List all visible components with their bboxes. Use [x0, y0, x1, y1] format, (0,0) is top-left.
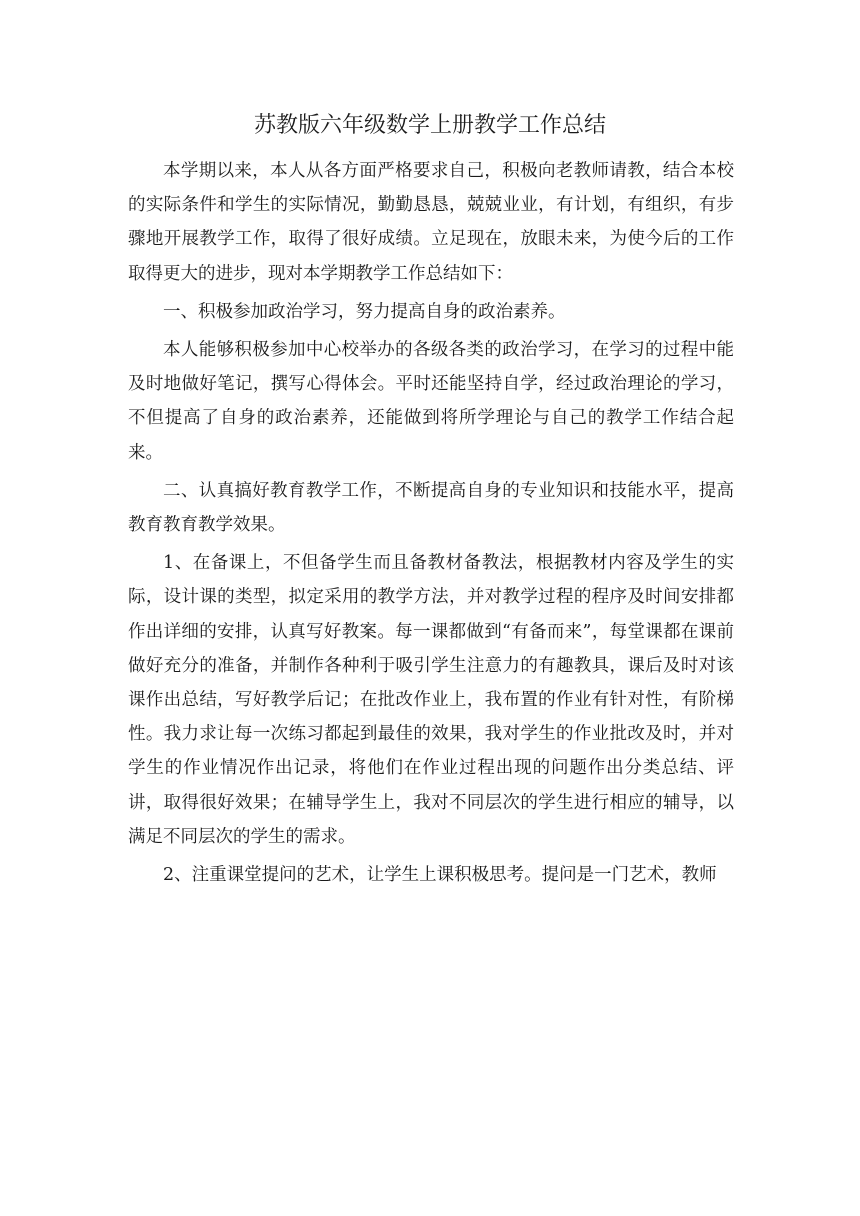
section-heading-2: 二、认真搞好教育教学工作，不断提高自身的专业知识和技能水平，提高教育教育教学效果。 [128, 480, 734, 536]
section-heading-1: 一、积极参加政治学习，努力提高自身的政治素养。 [163, 301, 566, 322]
paragraph-questioning: 2、注重课堂提问的艺术，让学生上课积极思考。提问是一门艺术，教师 [163, 865, 717, 886]
paragraph-intro: 本学期以来，本人从各方面严格要求自己，积极向老教师请教，结合本校的实际条件和学生的实际情况，勤勤恳恳，兢兢业业，有计划，有组织，有步骤地开展教学工作，取得了很好成绩。立足现在，放眼未来，为使今后的工作取得更大的进步，现对本学期教学工作总结如下： [128, 161, 734, 284]
document-title: 苏教版六年级数学上册教学工作总结 [253, 113, 606, 138]
paragraph-political-study: 本人能够积极参加中心校举办的各级各类的政治学习，在学习的过程中能及时地做好笔记，撰写心得体会。平时还能坚持自学，经过政治理论的学习，不但提高了自身的政治素养，还能做到将所学理论与自己的教学工作结合起来。 [128, 340, 734, 463]
paragraph-lesson-prep: 1、在备课上，不但备学生而且备教材备教法，根据教材内容及学生的实际，设计课的类型，拟定采用的教学方法，并对教学过程的程序及时间安排都作出详细的安排，认真写好教案。每一课都做到“有备而来”，每堂课都在课前做好充分的准备，并制作各种利于吸引学生注意力的有趣教具，课后及时对该课作出总结，写好教学后记；在批改作业上，我布置的作业有针对性，有阶梯性。我力求让每一次练习都起到最佳的效果，我对学生的作业批改及时，并对学生的作业情况作出记录，将他们在作业过程出现的问题作出分类总结、评讲，取得很好效果；在辅导学生上，我对不同层次的学生进行相应的辅导，以满足不同层次的学生的需求。 [128, 553, 734, 847]
document-body [128, 154, 734, 896]
